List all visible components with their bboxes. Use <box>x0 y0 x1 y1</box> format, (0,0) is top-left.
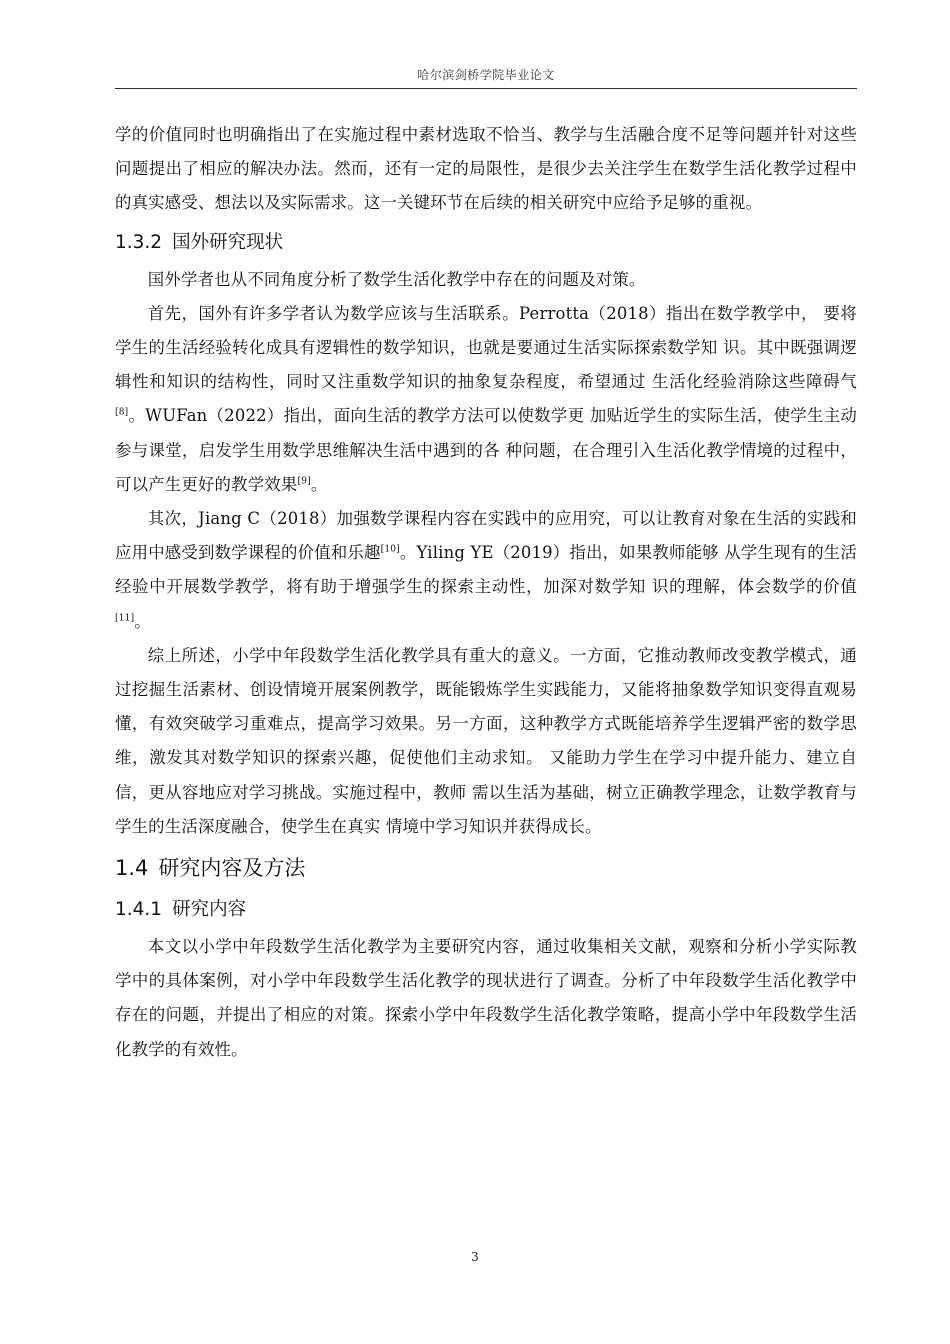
section-title: 研究内容及方法 <box>158 856 306 881</box>
citation-ref: [10] <box>380 544 400 555</box>
page-number: 3 <box>471 1250 479 1264</box>
text-segment: 首先，国外有许多学者认为数学应该与生活联系。Perrotta（2018）指出在数学教学中， 要将学生的生活经验转化成具有逻辑性的数学知识，也就是要通过生活实际探索数学知 识。其中既强调逻辑性和知识的结构性，同时又注重数学知识的抽象复杂程度，希望通过 生活化经验消除这些障碍气 <box>115 303 857 392</box>
text-segment: 。 <box>134 611 151 631</box>
text-segment: 。 <box>310 474 328 494</box>
header-rule <box>115 88 857 89</box>
citation-ref: [9] <box>297 476 311 487</box>
paragraph-foreign-2 <box>115 297 857 502</box>
section-number: 1.3.2 <box>115 231 163 253</box>
citation-ref: [8] <box>115 407 129 418</box>
citation-ref: [11] <box>115 613 135 624</box>
section-number: 1.4 <box>115 856 149 881</box>
text-segment: 。WUFan（2022）指出，面向生活的教学方法可以使数学更 加贴近学生的实际生活，使学生主动参与课堂，启发学生用数学思维解决生活中遇到的各 种问题，在合理引入生活化教学情境的过程中，可以产生更好的教学效果 <box>115 406 857 494</box>
paragraph-summary: 综上所述，小学中年段数学生活化教学具有重大的意义。一方面，它推动教师改变教学模式，通过挖掘生活素材、创设情境开展案例教学，既能锻炼学生实践能力，又能将抽象数学知识变得直观易懂，有效突破学习重难点，提高学习效果。另一方面，这种教学方式既能培养学生逻辑严密的数学思维，激发其对数学知识的探索兴趣，促使他们主动求知。 又能助力学生在学习中提升能力、建立自信，更从容地应对学习挑战。实施过程中，教师 需以生活为基础，树立正确教学理念，让数学教育与学生的生活深度融合，使学生在真实 情境中学习知识并获得成长。 <box>115 645 857 836</box>
paragraph-intro-continued: 学的价值同时也明确指出了在实施过程中素材选取不恰当、教学与生活融合度不足等问题并针对这些问题提出了相应的解决办法。然而，还有一定的局限性，是很少去关注学生在数学生活化教学过程中的真实感受、想法以及实际需求。这一关键环节在后续的相关研究中应给予足够的重视。 <box>115 125 857 213</box>
text-segment: 。Yiling YE（2019）指出，如果教师能够 从学生现有的生活经验中开展数学教学，将有助于增强学生的探索主动性，加深对数学知 识的理解，体会数学的价值 <box>115 543 857 597</box>
running-header: 哈尔滨剑桥学院毕业论文 <box>417 68 555 82</box>
paragraph-research-content: 本文以小学中年段数学生活化教学为主要研究内容，通过收集相关文献，观察和分析小学实际教学中的具体案例，对小学中年段数学生活化教学的现状进行了调查。分析了中年段数学生活化教学中存在的问题，并提出了相应的对策。探索小学中年段数学生活化教学策略，提高小学中年段数学生活化教学的有效性。 <box>115 937 857 1059</box>
section-title: 国外研究现状 <box>172 231 284 253</box>
paragraph-foreign-3 <box>115 502 857 639</box>
page-body <box>115 118 857 1067</box>
paragraph-foreign-1: 国外学者也从不同角度分析了数学生活化教学中存在的问题及对策。 <box>147 269 646 289</box>
text-segment: 其次，Jiang C（2018）加强数学课程内容在实践中的应用究，可以让教育对象在生活的实践和应用中感受到数学课程的价值和乐趣 <box>115 509 857 563</box>
section-number: 1.4.1 <box>115 899 163 921</box>
section-heading-1-4-1 <box>115 894 857 926</box>
section-heading-1-4 <box>115 848 857 888</box>
section-heading-1-3-2 <box>115 227 857 259</box>
section-title: 研究内容 <box>172 899 247 921</box>
